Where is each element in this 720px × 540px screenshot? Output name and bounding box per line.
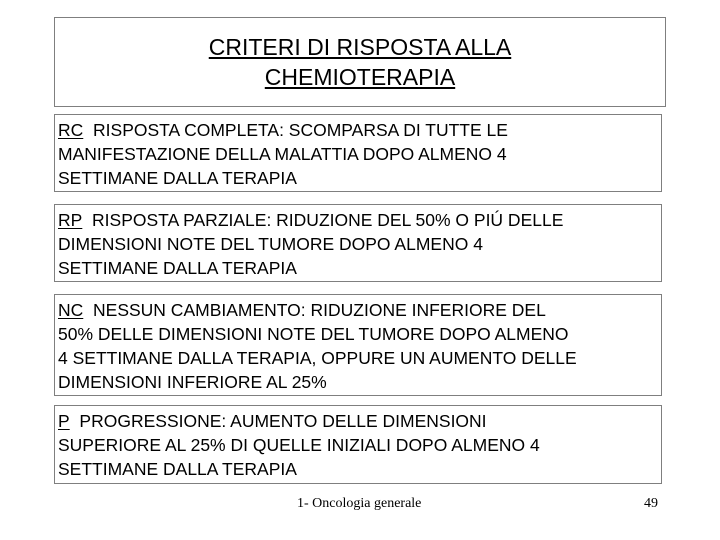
criterion-rp-text-1: RISPOSTA PARZIALE: RIDUZIONE DEL 50% O PIÚ DELLE	[92, 210, 564, 230]
footer-label: 1- Oncologia generale	[297, 496, 422, 511]
criterion-p-abbr: P	[58, 411, 70, 431]
criterion-nc-text-1: NESSUN CAMBIAMENTO: RIDUZIONE INFERIORE DEL	[93, 300, 546, 320]
page-number: 49	[644, 496, 658, 511]
criterion-rp-box	[54, 204, 662, 282]
criterion-p-text-1: PROGRESSIONE: AUMENTO DELLE DIMENSIONI	[79, 411, 487, 431]
criterion-rc-text-1: RISPOSTA COMPLETA: SCOMPARSA DI TUTTE LE	[93, 120, 508, 140]
criterion-rp-text-3: SETTIMANE DALLA TERAPIA	[58, 258, 297, 278]
criterion-rc-box	[54, 114, 662, 192]
criterion-rc-text-3: SETTIMANE DALLA TERAPIA	[58, 168, 297, 188]
title-line-2: CHEMIOTERAPIA	[264, 64, 456, 90]
criterion-nc-text-3: 4 SETTIMANE DALLA TERAPIA, OPPURE UN AUMENTO DELLE	[58, 348, 577, 368]
criterion-p-text-2: SUPERIORE AL 25% DI QUELLE INIZIALI DOPO ALMENO 4	[58, 435, 540, 455]
criterion-rp-abbr: RP	[58, 210, 83, 230]
criterion-p-box	[54, 405, 662, 484]
criterion-nc-box	[54, 294, 662, 396]
criterion-rp-text-2: DIMENSIONI NOTE DEL TUMORE DOPO ALMENO 4	[58, 234, 483, 254]
slide-title	[54, 17, 666, 107]
title-line-1: CRITERI DI RISPOSTA ALLA	[208, 34, 512, 60]
criterion-rc-text-2: MANIFESTAZIONE DELLA MALATTIA DOPO ALMENO 4	[58, 144, 507, 164]
criterion-p-text-3: SETTIMANE DALLA TERAPIA	[58, 459, 297, 479]
criterion-nc-text-2: 50% DELLE DIMENSIONI NOTE DEL TUMORE DOPO ALMENO	[58, 324, 569, 344]
criterion-p-line-1	[58, 409, 657, 433]
criterion-rc-line-1	[58, 118, 657, 142]
criterion-rc-abbr: RC	[58, 120, 84, 140]
criterion-nc-line-1	[58, 298, 657, 322]
criterion-nc-text-4: DIMENSIONI INFERIORE AL 25%	[58, 372, 327, 392]
criterion-nc-abbr: NC	[58, 300, 84, 320]
criterion-rp-line-1	[58, 208, 657, 232]
